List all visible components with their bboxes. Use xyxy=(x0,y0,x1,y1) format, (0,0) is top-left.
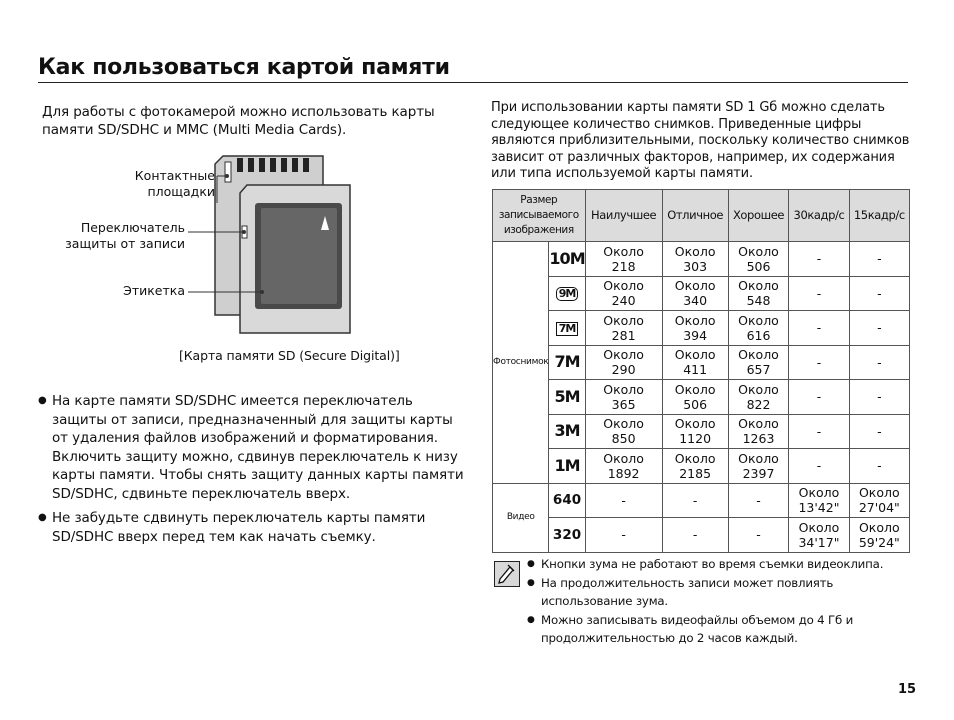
table-row xyxy=(493,449,910,484)
table-cell: - xyxy=(789,380,849,415)
table-row xyxy=(493,380,910,415)
table-cell: - xyxy=(789,242,849,277)
table-cell: Около 394 xyxy=(662,311,728,346)
table-cell: Около 303 xyxy=(662,242,728,277)
table-icon-cell xyxy=(549,311,585,346)
table-icon-cell xyxy=(549,242,585,277)
pencil-note-icon xyxy=(494,561,520,587)
table-cell: Около 340 xyxy=(662,276,728,311)
table-cell: - xyxy=(849,380,909,415)
table-cell: Около 548 xyxy=(728,276,789,311)
table-cell: - xyxy=(662,518,728,553)
page-title: Как пользоваться картой памяти xyxy=(38,55,908,83)
table-cell: - xyxy=(849,242,909,277)
table-cell: Около 616 xyxy=(728,311,789,346)
note-item: ● Можно записывать видеофайлы объемом до 4 Гб и продолжительностью до 2 часов каждый. xyxy=(527,611,927,648)
callout-contacts: Контактные площадки xyxy=(134,168,215,199)
table-group-label: Фотоснимок xyxy=(493,242,549,484)
table-cell: - xyxy=(789,414,849,449)
table-cell: Около 13'42" xyxy=(789,483,849,518)
table-icon-cell xyxy=(549,276,585,311)
3m-size-icon: 3M xyxy=(554,421,580,441)
table-cell: - xyxy=(585,483,662,518)
5m-size-icon: 5M xyxy=(554,386,580,406)
table-icon-cell xyxy=(549,483,585,518)
callout-write-protect: Переключатель защиты от записи xyxy=(65,220,185,251)
table-row xyxy=(493,483,910,518)
header-excellent: Отличное xyxy=(662,190,728,242)
table-cell: Около 822 xyxy=(728,380,789,415)
table-cell: Около 1120 xyxy=(662,414,728,449)
callout-label: Этикетка xyxy=(123,283,185,298)
table-cell: - xyxy=(789,311,849,346)
left-bullet-list xyxy=(38,392,468,552)
table-cell: Около 290 xyxy=(585,345,662,380)
table-cell: - xyxy=(849,311,909,346)
table-cell: - xyxy=(789,449,849,484)
table-icon-cell xyxy=(549,414,585,449)
table-cell: Около 365 xyxy=(585,380,662,415)
table-cell: - xyxy=(849,414,909,449)
table-cell: Около 59'24" xyxy=(849,518,909,553)
table-cell: - xyxy=(849,276,909,311)
table-cell: Около 506 xyxy=(662,380,728,415)
table-cell: - xyxy=(728,518,789,553)
capacity-table xyxy=(492,189,910,553)
table-cell: Около 34'17" xyxy=(789,518,849,553)
header-30fps: 30кадр/с xyxy=(789,190,849,242)
table-cell: - xyxy=(662,483,728,518)
left-bullet-item: ● Не забудьте сдвинуть переключатель карты памяти SD/SDHC вверх перед тем как начать съемку. xyxy=(38,509,468,546)
table-cell: Около 27'04" xyxy=(849,483,909,518)
sd-card-front xyxy=(240,185,350,333)
table-cell: Около 411 xyxy=(662,345,728,380)
header-good: Хорошее xyxy=(728,190,789,242)
320-video-icon: 320 xyxy=(552,526,582,543)
10m-size-icon: 10M xyxy=(549,248,585,268)
figure-caption: [Карта памяти SD (Secure Digital)] xyxy=(179,348,400,363)
table-cell: - xyxy=(849,449,909,484)
table-cell: Около 850 xyxy=(585,414,662,449)
table-group-label: Видео xyxy=(493,483,549,552)
table-row xyxy=(493,414,910,449)
9m-size-icon: 9M xyxy=(556,287,579,301)
table-cell: Около 657 xyxy=(728,345,789,380)
table-cell: Около 506 xyxy=(728,242,789,277)
table-cell: - xyxy=(789,345,849,380)
intro-right-text: При использовании карты памяти SD 1 Gб можно сделать следующее количество снимков. Приведенные цифры являются приблизительными, поскольку количество снимков зависит от различных факторов, например, их содержания или типа используемой карты памяти. xyxy=(491,100,910,181)
table-cell: - xyxy=(585,518,662,553)
left-bullet-item: ● На карте памяти SD/SDHC имеется переключатель защиты от записи, предназначенный для защиты карты от удаления файлов изображений и форматирования. Включить защиту можно, сдвинув переключатель к низу карты памяти. Чтобы снять защиту данных карты памяти SD/SDHC, сдвиньте переключатель вверх. xyxy=(38,392,468,503)
table-cell: Около 1892 xyxy=(585,449,662,484)
sd-card-illustration xyxy=(55,150,365,345)
header-best: Наилучшее xyxy=(585,190,662,242)
table-cell: - xyxy=(789,276,849,311)
1m-size-icon: 1M xyxy=(554,455,580,475)
table-row xyxy=(493,311,910,346)
table-row xyxy=(493,276,910,311)
7m-wide-size-icon: 7M xyxy=(556,322,579,336)
intro-left-text: Для работы с фотокамерой можно использовать карты памяти SD/SDHC и MMC (Multi Media Cards). xyxy=(42,104,435,138)
header-image-size: Размер записываемого изображения xyxy=(493,190,586,242)
table-cell: Около 2185 xyxy=(662,449,728,484)
table-cell: - xyxy=(849,345,909,380)
page-number: 15 xyxy=(898,682,917,697)
640-video-icon: 640 xyxy=(552,492,582,509)
table-icon-cell xyxy=(549,380,585,415)
table-icon-cell xyxy=(549,345,585,380)
table-cell: Около 281 xyxy=(585,311,662,346)
table-cell: - xyxy=(728,483,789,518)
notes-list xyxy=(527,555,927,648)
note-item: ● Кнопки зума не работают во время съемки видеоклипа. xyxy=(527,555,927,574)
table-row xyxy=(493,518,910,553)
table-cell: Около 240 xyxy=(585,276,662,311)
sd-card-figure xyxy=(55,150,365,345)
header-15fps: 15кадр/с xyxy=(849,190,909,242)
table-row xyxy=(493,345,910,380)
7m-size-icon: 7M xyxy=(554,352,580,372)
table-cell: Около 1263 xyxy=(728,414,789,449)
note-item: ● На продолжительность записи может повлиять использование зума. xyxy=(527,574,927,611)
table-icon-cell xyxy=(549,518,585,553)
table-header-row xyxy=(493,190,910,242)
table-cell: Около 218 xyxy=(585,242,662,277)
table-icon-cell xyxy=(549,449,585,484)
table-row xyxy=(493,242,910,277)
table-cell: Около 2397 xyxy=(728,449,789,484)
